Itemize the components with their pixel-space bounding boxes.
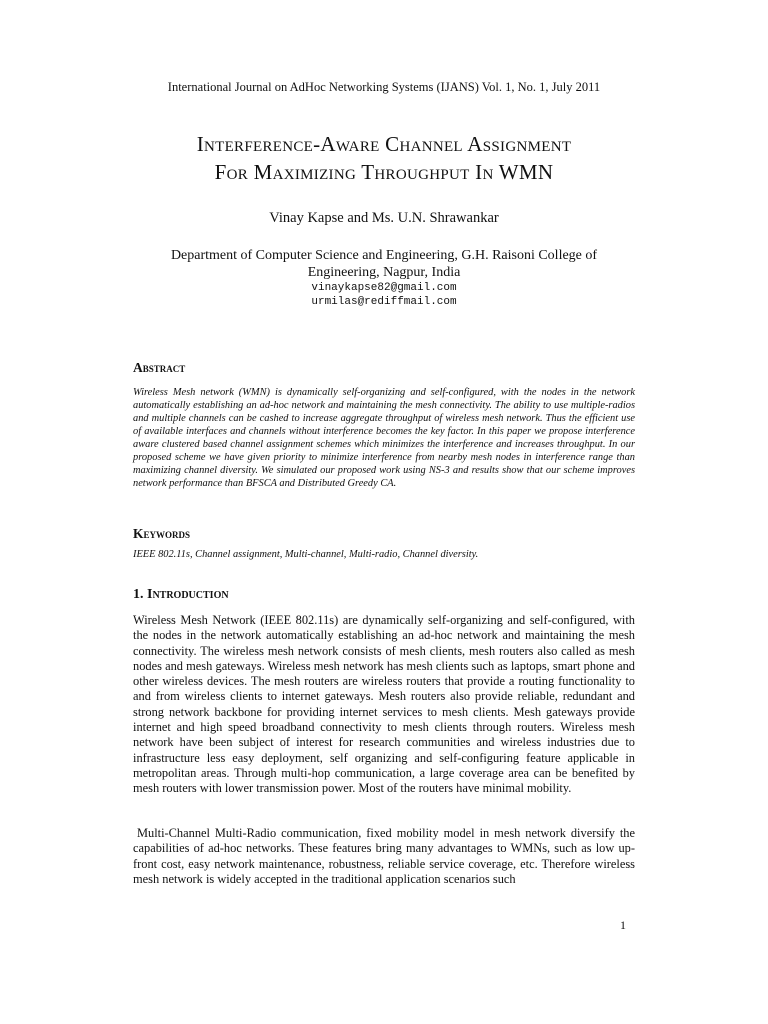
introduction-paragraph-1: Wireless Mesh Network (IEEE 802.11s) are dynamically self-organizing and self-configured, with the nodes in the network automatically establishing an ad-hoc network and maintaining the mesh connectivity. The wireless mesh network consists of mesh clients, mesh routers also called as mesh nodes and mesh gateways. Wireless mesh network has mesh clients such as laptops, smart phone and other wireless devices. The mesh routers are wireless routers that provide a routing functionality to and from wireless clients to internet gateways. Mesh routers also provide reliable, redundant and strong network backbone for providing internet services to mesh clients. Mesh gateways provide internet and high speed broadband connectivity to mesh clients through routers. Wireless mesh network have been subject of interest for research communities and wireless industries due to infrastructure less easy deployment, self organizing and self-configuring feature applicable in metropolitan areas. Through multi-hop communication, a large coverage area can be benefited by mesh routers with lower transmission power. Most of the routers have minimal mobility.	[133, 613, 635, 796]
paper-title-line-1: Interference-Aware Channel Assignment	[196, 132, 572, 156]
abstract-text: Wireless Mesh network (WMN) is dynamically self-organizing and self-configured, with the nodes in the network automatically establishing an ad-hoc network and maintaining the mesh connectivity. The ability to use multiple-radios and multiple channels can be cashed to increase aggregate throughput of wireless mesh network. Thus the efficient use of available interfaces and channels without interference becomes the key factor. In this paper we propose interference aware clustered based channel assignment schemes which minimizes the interference and increases throughput. In our proposed scheme we have given priority to minimize interference from nearby mesh nodes in interference range than maximizing channel diversity. We simulated our proposed work using NS-3 and results show that our scheme improves network performance than BFSCA and Distributed Greedy CA.	[133, 387, 635, 489]
author-email-1: vinaykapse82@gmail.com	[311, 282, 457, 294]
journal-header: International Journal on AdHoc Networking Systems (IJANS) Vol. 1, No. 1, July 2011	[167, 80, 601, 94]
author-emails	[0, 281, 768, 309]
introduction-heading: 1. Introduction	[133, 587, 229, 602]
introduction-paragraph-2: Multi-Channel Multi-Radio communication, fixed mobility model in mesh network diversify the capabilities of ad-hoc networks. These features bring many advantages to WMNs, such as low up-front cost, easy network maintenance, robustness, reliable service coverage, etc. Therefore wireless mesh network is widely accepted in the traditional application scenarios such	[133, 826, 635, 886]
paper-title	[0, 130, 768, 186]
affiliation: Department of Computer Science and Engineering, G.H. Raisoni College of Engineering, Nagpur, India	[170, 248, 598, 280]
keywords-heading: Keywords	[133, 526, 191, 541]
abstract-heading: Abstract	[133, 360, 186, 375]
authors: Vinay Kapse and Ms. U.N. Shrawankar	[269, 210, 499, 226]
page-number: 1	[620, 918, 626, 932]
paper-title-line-2: For Maximizing Throughput In WMN	[214, 160, 554, 184]
author-email-2: urmilas@rediffmail.com	[311, 296, 457, 308]
keywords-text: IEEE 802.11s, Channel assignment, Multi-channel, Multi-radio, Channel diversity.	[133, 549, 479, 560]
